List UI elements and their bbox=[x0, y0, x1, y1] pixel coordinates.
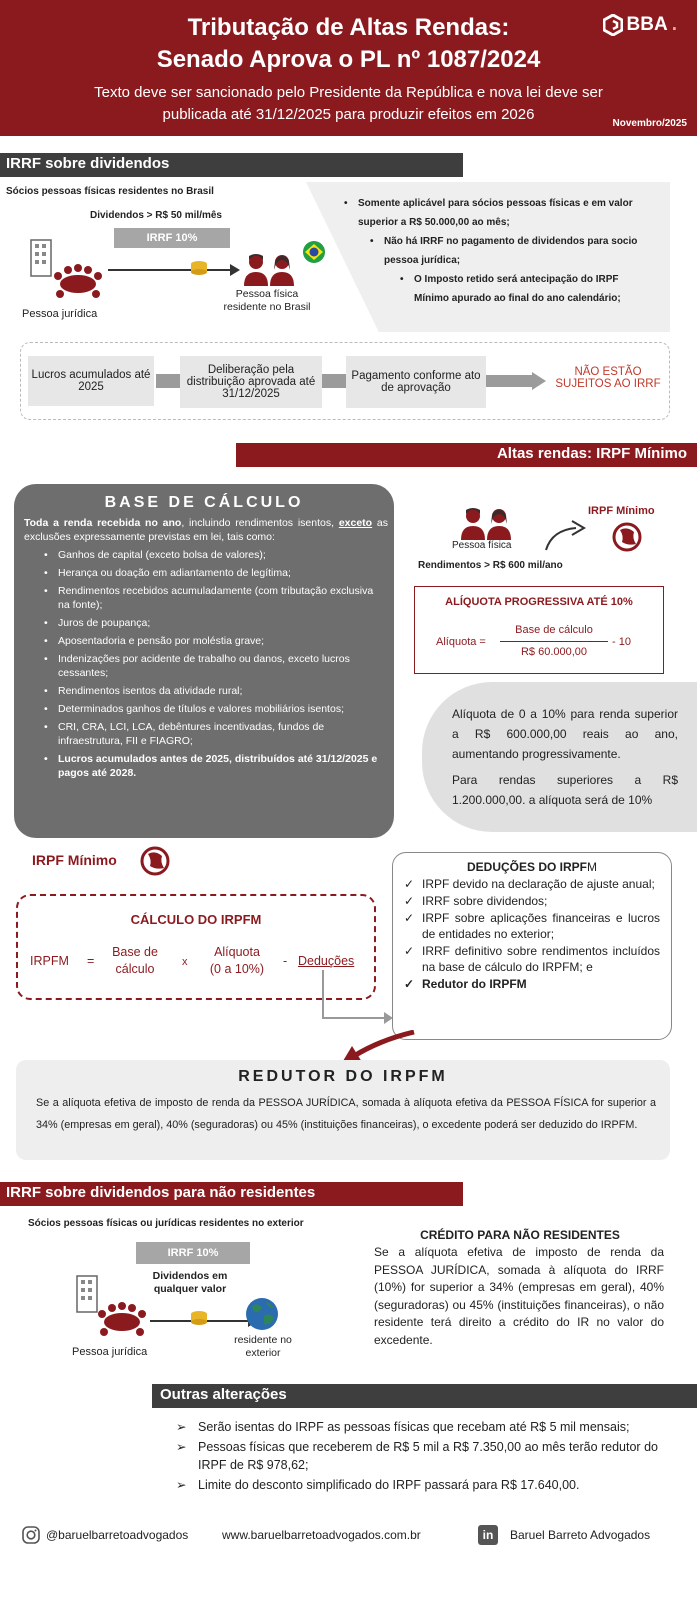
flow-arrow-2 bbox=[322, 374, 346, 388]
outras-list bbox=[176, 1418, 686, 1494]
bba-logo-icon bbox=[603, 14, 623, 36]
irrf-tag-2: IRRF 10% bbox=[136, 1242, 250, 1264]
callout-bullet-3: • O Imposto retido será antecipação do IRPF Mínimo apurado ao final do ano calendário; bbox=[400, 274, 621, 304]
irrf-tag: IRRF 10% bbox=[114, 228, 230, 248]
callout-bullet-2: • Não há IRRF no pagamento de dividendos para socio pessoa jurídica; bbox=[370, 236, 638, 266]
base-item: • Herança ou doação em adiantamento de legítima; bbox=[44, 567, 291, 579]
calc-base: Base de cálculo bbox=[112, 945, 158, 976]
coins-icon-2 bbox=[190, 1310, 208, 1331]
flow-arrow-3-head bbox=[532, 372, 546, 390]
callout-bullet-1: • Somente aplicável para sócios pessoas físicas e em valor superior a R$ 50.000,00 ao mês; bbox=[344, 198, 633, 228]
base-calculo-intro: Toda a renda recebida no ano, incluindo rendimentos isentos, exceto as exclusões expressamente previstas em lei, tais como: bbox=[24, 517, 388, 543]
deducao-item: ✓ IRPF devido na declaração de ajuste anual; bbox=[404, 877, 655, 891]
pf-label-line2: residente no Brasil bbox=[223, 301, 311, 313]
deducoes-title: DEDUÇÕES DO IRPFM bbox=[466, 860, 597, 874]
deducao-item: ✓ IRRF sobre dividendos; bbox=[404, 894, 548, 908]
redutor-title: REDUTOR DO IRPFM bbox=[238, 1068, 448, 1085]
section-bar-irrf-dividendos: IRRF sobre dividendos bbox=[0, 153, 463, 177]
base-calculo-list bbox=[44, 548, 384, 780]
deducao-item-last: ✓ Redutor do IRPFM bbox=[404, 977, 527, 991]
deducao-item: ✓ IRPF sobre aplicações financeiras e lucros de entidades no exterior; bbox=[404, 911, 660, 941]
base-calculo-title: BASE DE CÁLCULO bbox=[104, 494, 304, 511]
flow-result: NÃO ESTÃO SUJEITOS AO IRRF bbox=[555, 366, 661, 390]
website-link[interactable]: www.baruelbarretoadvogados.com.br bbox=[222, 1528, 421, 1542]
aliquota-denominator: R$ 60.000,00 bbox=[520, 646, 588, 658]
page-title-line1: Tributação de Altas Rendas: bbox=[187, 14, 510, 41]
pf-label-2: Pessoa física bbox=[452, 540, 512, 551]
socios-exterior-label: Sócios pessoas físicas ou jurídicas residentes no exterior bbox=[28, 1218, 304, 1229]
base-item: • CRI, CRA, LCI, LCA, debêntures incentivadas, fundos de infraestrutura, FII e FIAGRO; bbox=[44, 721, 325, 747]
section-bar-altas-rendas: Altas rendas: IRPF Mínimo bbox=[236, 443, 697, 467]
callout-bullets bbox=[344, 194, 644, 308]
flow-step-2: Deliberação pela distribuição aprovada até 31/12/2025 bbox=[180, 356, 322, 408]
credito-text: Se a alíquota efetiva de imposto de renda da PESSOA JURÍDICA, somada à alíquota do IRRF (10%) for superior a 34% (empresas em geral), 40% (seguradoras) ou 45% (instituições financeiras), o não residente terá direito a crédito do IR no valor do excedente. bbox=[374, 1245, 664, 1347]
page-title-line2: Senado Aprova o PL nº 1087/2024 bbox=[156, 46, 541, 73]
couple-icon bbox=[240, 252, 300, 293]
brazil-flag-icon bbox=[302, 240, 326, 269]
lion-icon bbox=[610, 522, 644, 557]
calc-x: x bbox=[182, 956, 188, 968]
flow-arrow-1 bbox=[156, 374, 180, 388]
flow-arrow-3 bbox=[486, 375, 532, 387]
logo-text: BBA bbox=[626, 14, 668, 35]
residente-exterior-label: residente no exterior bbox=[234, 1334, 292, 1359]
calc-irpfm: IRPFM bbox=[30, 954, 69, 968]
globe-icon bbox=[244, 1296, 280, 1337]
credito-title: CRÉDITO PARA NÃO RESIDENTES bbox=[420, 1228, 620, 1242]
aliquota-title: ALÍQUOTA PROGRESSIVA ATÉ 10% bbox=[445, 596, 633, 608]
deducao-item: ✓ IRRF definitivo sobre rendimentos incluídos na base de cálculo do IRPFM; e bbox=[404, 944, 660, 974]
aliquota-fraction-line bbox=[500, 641, 608, 642]
calculo-title: CÁLCULO DO IRPFM bbox=[130, 912, 262, 927]
connector-vertical bbox=[322, 970, 324, 1018]
dividendos-qualquer: Dividendos em qualquer valor bbox=[152, 1270, 228, 1295]
date-label: Novembro/2025 bbox=[612, 118, 687, 129]
redutor-text: Se a alíquota efetiva de imposto de renda da PESSOA JURÍDICA, somada à alíquota efetiva da PESSOA FÍSICA for superior a 34% (empresas em geral), 40% (seguradoras) ou 45% (instituições financeiras), o excedente poderá ser deduzido do IRPFM. bbox=[36, 1097, 656, 1131]
aliquota-minus: - 10 bbox=[612, 636, 631, 648]
section-bar-outras: Outras alterações bbox=[152, 1384, 697, 1408]
irpf-min-heading: IRPF Mínimo bbox=[32, 852, 117, 868]
pj-label-2: Pessoa jurídica bbox=[72, 1346, 148, 1358]
pj-label: Pessoa jurídica bbox=[22, 308, 98, 320]
instagram-icon[interactable] bbox=[22, 1526, 40, 1549]
base-item: • Determinados ganhos de títulos e valores mobiliários isentos; bbox=[44, 703, 344, 715]
outras-item: ➢ Limite do desconto simplificado do IRPF passará para R$ 17.640,00. bbox=[176, 1478, 580, 1492]
instagram-handle[interactable]: @baruelbarretoadvogados bbox=[46, 1528, 189, 1542]
calc-eq: = bbox=[87, 954, 95, 968]
flow-step-3: Pagamento conforme ato de aprovação bbox=[346, 356, 486, 408]
aliquota-explain-1: Alíquota de 0 a 10% para renda superior a R$ 600.000,00 reais ao ano, aumentando progressivamente. bbox=[452, 707, 678, 761]
aliquota-numerator: Base de cálculo bbox=[515, 624, 593, 636]
calc-deducoes: Deduções bbox=[298, 954, 355, 968]
subtitle-line1: Texto deve ser sancionado pelo Presidente da República e nova lei deve ser bbox=[94, 84, 603, 101]
logo-dot: . bbox=[671, 14, 677, 35]
aliquota-explain-2: Para rendas superiores a R$ 1.200.000,00. a alíquota será de 10% bbox=[452, 773, 678, 807]
header-banner bbox=[0, 0, 697, 136]
bba-logo bbox=[603, 14, 677, 36]
coins-icon bbox=[190, 260, 208, 281]
pf-label bbox=[222, 288, 312, 314]
base-item: • Aposentadoria e pensão por moléstia grave; bbox=[44, 635, 265, 647]
curved-arrow-icon bbox=[542, 518, 590, 557]
base-item: • Juros de poupança; bbox=[44, 617, 151, 629]
linkedin-name[interactable]: Baruel Barreto Advogados bbox=[510, 1528, 651, 1542]
irpf-min-label: IRPF Mínimo bbox=[588, 505, 655, 517]
socios-label: Sócios pessoas físicas residentes no Brasil bbox=[6, 186, 214, 197]
outras-item: ➢ Pessoas físicas que receberem de R$ 5 mil a R$ 7.350,00 ao mês terão redutor do IRPF de R$ 978,62; bbox=[176, 1440, 658, 1472]
pf-label-line1: Pessoa física bbox=[235, 288, 299, 300]
meeting-table-icon bbox=[50, 262, 106, 307]
meeting-table-icon-2 bbox=[94, 1300, 150, 1345]
lion-icon-2 bbox=[138, 846, 172, 881]
deducoes-list bbox=[404, 876, 660, 992]
base-item-last: • Lucros acumulados antes de 2025, distribuídos até 31/12/2025 e pagos até 2028. bbox=[44, 753, 378, 779]
outras-item: ➢ Serão isentas do IRPF as pessoas físicas que recebam até R$ 5 mil mensais; bbox=[176, 1420, 630, 1434]
section-bar-nao-residentes: IRRF sobre dividendos para não residentes bbox=[0, 1182, 463, 1206]
base-item: • Indenizações por acidente de trabalho ou danos, exceto lucros cessantes; bbox=[44, 653, 350, 679]
flow-step-1: Lucros acumulados até 2025 bbox=[28, 356, 154, 406]
flow-arrowhead bbox=[230, 264, 240, 276]
calc-minus: - bbox=[283, 954, 288, 968]
rendimentos-label: Rendimentos > R$ 600 mil/ano bbox=[418, 560, 563, 571]
base-item: • Rendimentos isentos da atividade rural; bbox=[44, 685, 243, 697]
base-item: • Ganhos de capital (exceto bolsa de valores); bbox=[44, 549, 266, 561]
aliquota-label: Alíquota = bbox=[436, 636, 486, 648]
linkedin-icon[interactable]: in bbox=[478, 1525, 498, 1545]
calc-aliquota: Alíquota (0 a 10%) bbox=[209, 945, 265, 976]
connector-horizontal bbox=[322, 1017, 388, 1019]
dividendos-label: Dividendos > R$ 50 mil/mês bbox=[90, 210, 222, 221]
flow-line bbox=[108, 269, 234, 271]
subtitle-line2: publicada até 31/12/2025 para produzir efeitos em 2026 bbox=[162, 106, 535, 123]
base-item: • Rendimentos recebidos acumuladamente (com tributação exclusiva na fonte); bbox=[44, 585, 374, 611]
